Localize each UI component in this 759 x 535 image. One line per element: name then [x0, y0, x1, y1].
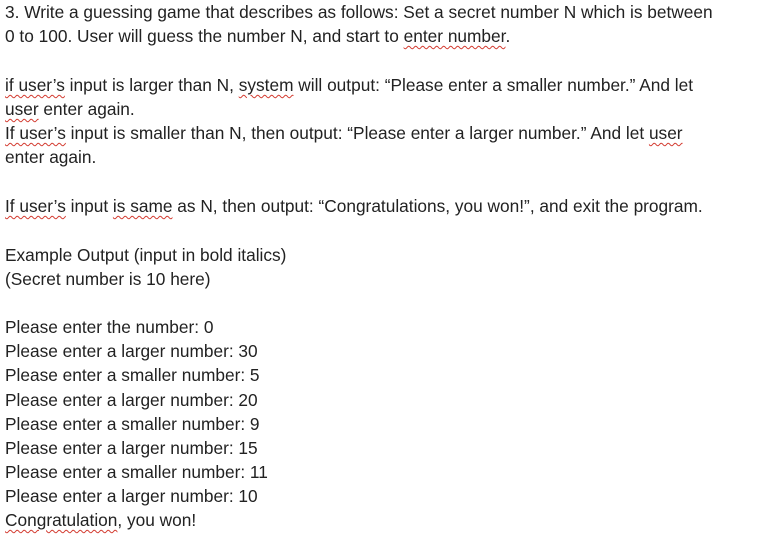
- rule-smaller-line-2: enter again.: [5, 147, 97, 167]
- example-final-text: , you won!: [117, 510, 197, 530]
- question-line-2: [5, 24, 510, 48]
- rule-text: as N, then output: “Congratulations, you won!”, and exit the program.: [172, 196, 703, 216]
- example-output-line: Please enter a larger number: 30: [5, 341, 258, 361]
- spellcheck-word[interactable]: If user’s: [5, 123, 66, 143]
- question-line-1: 3. Write a guessing game that describes as follows: Set a secret number N which is between: [5, 2, 713, 22]
- rule-same-line: [5, 194, 703, 218]
- example-heading: Example Output (input in bold italics): [5, 245, 287, 265]
- rule-text: input: [65, 196, 113, 216]
- example-note: (Secret number is 10 here): [5, 269, 211, 289]
- rule-text: will output: “Please enter a smaller number.” And let: [293, 75, 694, 95]
- spellcheck-word[interactable]: is same: [112, 196, 173, 216]
- rule-larger-line-1: [5, 73, 693, 97]
- rule-text: enter again.: [38, 99, 135, 119]
- spellcheck-word[interactable]: system: [238, 75, 294, 95]
- rule-text: input is smaller than N, then output: “Please enter a larger number.” And let: [65, 123, 649, 143]
- example-output-line: Please enter a larger number: 10: [5, 486, 258, 506]
- rule-smaller-line-1: [5, 121, 683, 145]
- example-output-line: Please enter a larger number: 20: [5, 390, 258, 410]
- example-output-line: Please enter a smaller number: 11: [5, 462, 268, 482]
- question-text: .: [505, 26, 511, 46]
- example-output-line: Please enter a smaller number: 9: [5, 414, 260, 434]
- example-output-line: Please enter the number: 0: [5, 317, 214, 337]
- rule-text: input is larger than N,: [64, 75, 239, 95]
- spellcheck-word[interactable]: enter number: [403, 26, 506, 46]
- example-final-line: [5, 508, 196, 532]
- spellcheck-word[interactable]: if user’s: [5, 75, 65, 95]
- spellcheck-word[interactable]: If user’s: [5, 196, 66, 216]
- spellcheck-word[interactable]: Congratulation: [5, 510, 118, 530]
- example-output-line: Please enter a smaller number: 5: [5, 365, 260, 385]
- rule-larger-line-2: [5, 97, 135, 121]
- example-output-line: Please enter a larger number: 15: [5, 438, 258, 458]
- spellcheck-word[interactable]: user: [5, 99, 39, 119]
- spellcheck-word[interactable]: user: [648, 123, 683, 143]
- question-text: 0 to 100. User will guess the number N, and start to: [5, 26, 404, 46]
